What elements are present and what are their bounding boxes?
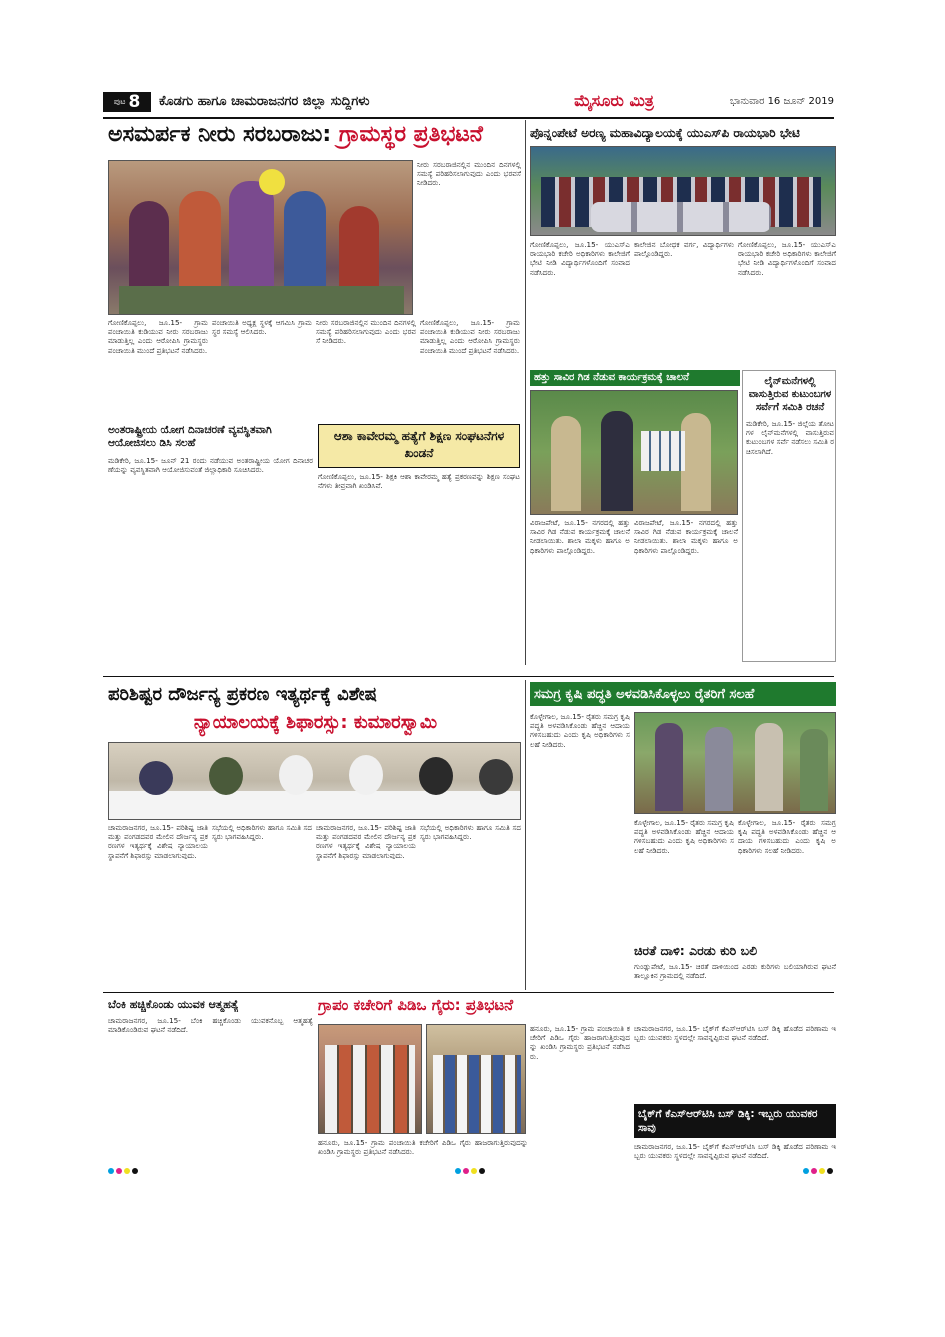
survey-box — [742, 370, 836, 662]
accident-headline: ಬೈಕ್‌ಗೆ ಕೆಎಸ್‌ಆರ್‌ಟಿಸಿ ಬಸ್ ಡಿಕ್ಕಿ: ಇಬ್ಬರು ಯುವಕರ ಸಾವು — [638, 1108, 818, 1134]
leopard-headline: ಚಿರತೆ ದಾಳಿ: ಎರಡು ಕುರಿ ಬಲಿ — [634, 943, 758, 958]
asha-headline-box — [318, 424, 520, 468]
masthead — [103, 92, 834, 116]
water-body-col-2: ಪಂಚಾಯಿತಿ ಅಧ್ಯಕ್ಷ ಸ್ಥಳಕ್ಕೆ ಆಗಮಿಸಿ ಗ್ರಾಮಸ್ಥರ ಸಮಸ್ಯೆ ಆಲಿಸಿದರು. — [212, 318, 312, 337]
mid-rule — [103, 676, 834, 677]
trees-headline: ಹತ್ತು ಸಾವಿರ ಗಿಡ ನೆಡುವ ಕಾರ್ಯಕ್ರಮಕ್ಕೆ ಚಾಲನೆ — [534, 372, 690, 383]
accident-body-top: ಚಾಮರಾಜನಗರ, ಜೂ.15- ಬೈಕ್‌ಗೆ ಕೆಎಸ್‌ಆರ್‌ಟಿಸಿ ಬಸ್ ಡಿಕ್ಕಿ ಹೊಡೆದ ಪರಿಣಾಮ ಇಬ್ಬರು ಯುವಕರು ಸ್ಥಳದಲ್ಲೇ ಸಾವನ್ನಪ್ಪಿರುವ ಘಟನೆ ನಡೆದಿದೆ. — [634, 1024, 836, 1043]
survey-body: ಮಡಿಕೇರಿ, ಜೂ.15- ಜಿಲ್ಲೆಯ ತೋಟಗಳ ಲೈನ್‌ಮನೆಗಳಲ್ಲಿ ವಾಸುತ್ತಿರುವ ಕುಟುಂಬಗಳ ಸರ್ವೆ ನಡೆಸಲು ಸಮಿತಿ ರಚಿಸಲಾಗಿದೆ. — [746, 419, 834, 456]
accident-headline-box — [634, 1104, 836, 1138]
agri-headline: ಸಮಗ್ರ ಕೃಷಿ ಪದ್ಧತಿ ಅಳವಡಿಸಿಕೊಳ್ಳಲು ರೈತರಿಗೆ ಸಲಹೆ — [534, 687, 755, 702]
water-body-col-3: ನೀರು ಸರಬರಾಜಿನಲ್ಲಿನ ಮುಂದಿನ ದಿನಗಳಲ್ಲಿ ಸಮಸ್ಯೆ ಪರಿಹರಿಸಲಾಗುವುದು ಎಂದು ಭರವಸೆ ನೀಡಿದರು. — [417, 160, 521, 188]
registration-dot — [803, 1168, 809, 1174]
usp-body-col-3: ಗೋಣಿಕೊಪ್ಪಲು, ಜೂ.15- ಯುಎಸ್‌ಎ ರಾಯಭಾರಿ ಕಚೇರಿ ಅಧಿಕಾರಿಗಳು ಕಾಲೇಜಿಗೆ ಭೇಟಿ ನೀಡಿ ವಿದ್ಯಾರ್ಥಿಗಳೊಂದಿಗೆ ಸಂವಾದ ನಡೆಸಿದರು. — [738, 240, 836, 277]
registration-dot — [811, 1168, 817, 1174]
water-headline — [108, 122, 520, 150]
tree-planting-photo — [530, 390, 738, 515]
registration-dot — [819, 1168, 825, 1174]
usp-visit-photo — [530, 146, 836, 236]
pdo-crowd-photo — [426, 1024, 526, 1134]
paper-name: ಮೈಸೂರು ಮಿತ್ರ — [574, 91, 654, 110]
trees-body-col-2: ವಿರಾಜಪೇಟೆ, ಜೂ.15- ನಗರದಲ್ಲಿ ಹತ್ತು ಸಾವಿರ ಗಿಡ ನೆಡುವ ಕಾರ್ಯಕ್ರಮಕ್ಕೆ ಚಾಲನೆ ನೀಡಲಾಯಿತು. ಶಾಲಾ ಮಕ್ಕಳು ಹಾಗೂ ಅಧಿಕಾರಿಗಳು ಪಾಲ್ಗೊಂಡಿದ್ದರು. — [634, 518, 738, 555]
section-title: ಕೊಡಗು ಹಾಗೂ ಚಾಮರಾಜನಗರ ಜಿಲ್ಲಾ ಸುದ್ದಿಗಳು — [159, 94, 370, 109]
judicial-headline-1: ಪರಿಶಿಷ್ಟರ ದೌರ್ಜನ್ಯ ಪ್ರಕರಣ ಇತ್ಯರ್ಥಕ್ಕೆ ವಿಶೇಷ — [108, 684, 377, 705]
agri-body-col-1: ಕೊಳ್ಳೇಗಾಲ, ಜೂ.15- ರೈತರು ಸಮಗ್ರ ಕೃಷಿ ಪದ್ಧತಿ ಅಳವಡಿಸಿಕೊಂಡು ಹೆಚ್ಚಿನ ಆದಾಯ ಗಳಿಸಬಹುದು ಎಂದು ಕೃಷಿ ಅಧಿಕಾರಿಗಳು ಸಲಹೆ ನೀಡಿದರು. — [530, 712, 630, 749]
leopard-body: ಗುಂಡ್ಲುಪೇಟೆ, ಜೂ.15- ಚಿರತೆ ದಾಳಿಯಿಂದ ಎರಡು ಕುರಿಗಳು ಬಲಿಯಾಗಿರುವ ಘಟನೆ ತಾಲ್ಲೂಕಿನ ಗ್ರಾಮದಲ್ಲಿ ನಡೆದಿದೆ. — [634, 962, 836, 981]
water-body-col-2b: ನೀರು ಸರಬರಾಜಿನಲ್ಲಿನ ಮುಂದಿನ ದಿನಗಳಲ್ಲಿ ಸಮಸ್ಯೆ ಪರಿಹರಿಸಲಾಗುವುದು ಎಂದು ಭರವಸೆ ನೀಡಿದರು. — [316, 318, 416, 346]
yoga-body-col-1: ಮಡಿಕೇರಿ, ಜೂ.15- ಜೂನ್ 21 ರಂದು ನಡೆಯುವ ಅಂತರಾಷ್ಟ್ರೀಯ ಯೋಗ ದಿನಾಚರಣೆಯನ್ನು ವ್ಯವಸ್ಥಿತವಾಗಿ ಆಯೋಜಿಸುವಂತೆ ಜಿಲ್ಲಾಧಿಕಾರಿ ಸೂಚಿಸಿದರು. — [108, 456, 313, 475]
pdo-body-col-1: ಹನೂರು, ಜೂ.15- ಗ್ರಾಮ ಪಂಚಾಯಿತಿ ಕಚೇರಿಗೆ ಪಿಡಿಒ ಗೈರು ಹಾಜರಾಗುತ್ತಿರುವುದನ್ನು ಖಂಡಿಸಿ ಗ್ರಾಮಸ್ಥರು ಪ್ರತಿಭಟನೆ ನಡೆಸಿದರು. — [318, 1138, 528, 1157]
registration-dot — [471, 1168, 477, 1174]
asha-body: ಗೋಣಿಕೊಪ್ಪಲು, ಜೂ.15- ಶಿಕ್ಷಕಿ ಆಶಾ ಕಾವೇರಮ್ಮ ಹತ್ಯೆ ಪ್ರಕರಣವನ್ನು ಶಿಕ್ಷಣ ಸಂಘಟನೆಗಳು ತೀವ್ರವಾಗಿ ಖಂಡಿಸಿವೆ. — [318, 472, 520, 491]
water-body-col-4: ಗೋಣಿಕೊಪ್ಪಲು, ಜೂ.15- ಗ್ರಾಮ ಪಂಚಾಯಿತಿ ಕುಡಿಯುವ ನೀರು ಸರಬರಾಜು ಮಾಡುತ್ತಿಲ್ಲ ಎಂದು ಆರೋಪಿಸಿ ಗ್ರಾಮಸ್ಥರು ಪಂಚಾಯಿತಿ ಮುಂದೆ ಪ್ರತಿಭಟನೆ ನಡೆಸಿದರು. — [420, 318, 520, 355]
page-number: 8 — [128, 92, 141, 112]
water-headline-b: ಗ್ರಾಮಸ್ಥರ ಪ್ರತಿಭಟನೆ — [338, 122, 483, 147]
judicial-body-col-1: ಚಾಮರಾಜನಗರ, ಜೂ.15- ಪರಿಶಿಷ್ಟ ಜಾತಿ ಮತ್ತು ಪಂಗಡದವರ ಮೇಲಿನ ದೌರ್ಜನ್ಯ ಪ್ರಕರಣಗಳ ಇತ್ಯರ್ಥಕ್ಕೆ ವಿಶೇಷ ನ್ಯಾಯಾಲಯ ಸ್ಥಾಪನೆಗೆ ಶಿಫಾರಸ್ಸು ಮಾಡಲಾಗುವುದು. — [108, 823, 208, 860]
pdo-protest-photo — [318, 1024, 422, 1134]
column-divider-2 — [525, 680, 526, 990]
usp-body-col-2: ಕಾಲೇಜಿನ ಬೋಧಕ ವರ್ಗ, ವಿದ್ಯಾರ್ಥಿಗಳು ಪಾಲ್ಗೊಂಡಿದ್ದರು. — [634, 240, 734, 259]
pdo-headline: ಗ್ರಾಪಂ ಕಚೇರಿಗೆ ಪಿಡಿಒ ಗೈರು: ಪ್ರತಿಭಟನೆ — [318, 996, 514, 1014]
judicial-headline-2: ನ್ಯಾಯಾಲಯಕ್ಕೆ ಶಿಫಾರಸ್ಸು: ಕುಮಾರಸ್ವಾಮಿ — [193, 712, 438, 733]
judicial-body-col-4: ಸಭೆಯಲ್ಲಿ ಅಧಿಕಾರಿಗಳು ಹಾಗೂ ಸಮಿತಿ ಸದಸ್ಯರು ಭಾಗವಹಿಸಿದ್ದರು. — [420, 823, 521, 842]
pdo-body-col-2: ಹನೂರು, ಜೂ.15- ಗ್ರಾಮ ಪಂಚಾಯಿತಿ ಕಚೇರಿಗೆ ಪಿಡಿಒ ಗೈರು ಹಾಜರಾಗುತ್ತಿರುವುದನ್ನು ಖಂಡಿಸಿ ಗ್ರಾಮಸ್ಥರು ಪ್ರತಿಭಟನೆ ನಡೆಸಿದರು. — [530, 1024, 630, 1061]
registration-dot — [479, 1168, 485, 1174]
trees-body-col-1: ವಿರಾಜಪೇಟೆ, ಜೂ.15- ನಗರದಲ್ಲಿ ಹತ್ತು ಸಾವಿರ ಗಿಡ ನೆಡುವ ಕಾರ್ಯಕ್ರಮಕ್ಕೆ ಚಾಲನೆ ನೀಡಲಾಯಿತು. ಶಾಲಾ ಮಕ್ಕಳು ಹಾಗೂ ಅಧಿಕಾರಿಗಳು ಪಾಲ್ಗೊಂಡಿದ್ದರು. — [530, 518, 630, 555]
suicide-headline: ಬೆಂಕಿ ಹಚ್ಚಿಕೊಂಡು ಯುವಕ ಆತ್ಮಹತ್ಯೆ — [108, 998, 239, 1011]
judicial-body-col-2: ಸಭೆಯಲ್ಲಿ ಅಧಿಕಾರಿಗಳು ಹಾಗೂ ಸಮಿತಿ ಸದಸ್ಯರು ಭಾಗವಹಿಸಿದ್ದರು. — [212, 823, 312, 842]
page-number-box — [103, 92, 151, 112]
registration-dot — [455, 1168, 461, 1174]
registration-dot — [463, 1168, 469, 1174]
agri-field-photo — [634, 712, 836, 814]
water-body-col-1: ಗೋಣಿಕೊಪ್ಪಲು, ಜೂ.15- ಗ್ರಾಮ ಪಂಚಾಯಿತಿ ಕುಡಿಯುವ ನೀರು ಸರಬರಾಜು ಮಾಡುತ್ತಿಲ್ಲ ಎಂದು ಆರೋಪಿಸಿ ಗ್ರಾಮಸ್ಥರು ಪಂಚಾಯಿತಿ ಮುಂದೆ ಪ್ರತಿಭಟನೆ ನಡೆಸಿದರು. — [108, 318, 208, 355]
judicial-meeting-photo — [108, 742, 521, 820]
judicial-body-col-3: ಚಾಮರಾಜನಗರ, ಜೂ.15- ಪರಿಶಿಷ್ಟ ಜಾತಿ ಮತ್ತು ಪಂಗಡದವರ ಮೇಲಿನ ದೌರ್ಜನ್ಯ ಪ್ರಕರಣಗಳ ಇತ್ಯರ್ಥಕ್ಕೆ ವಿಶೇಷ ನ್ಯಾಯಾಲಯ ಸ್ಥಾಪನೆಗೆ ಶಿಫಾರಸ್ಸು ಮಾಡಲಾಗುವುದು. — [316, 823, 416, 860]
water-headline-a: ಅಸಮರ್ಪಕ ನೀರು ಸರಬರಾಜು: — [108, 122, 339, 147]
usp-body-col-1: ಗೋಣಿಕೊಪ್ಪಲು, ಜೂ.15- ಯುಎಸ್‌ಎ ರಾಯಭಾರಿ ಕಚೇರಿ ಅಧಿಕಾರಿಗಳು ಕಾಲೇಜಿಗೆ ಭೇಟಿ ನೀಡಿ ವಿದ್ಯಾರ್ಥಿಗಳೊಂದಿಗೆ ಸಂವಾದ ನಡೆಸಿದರು. — [530, 240, 630, 277]
issue-date: ಭಾನುವಾರ 16 ಜೂನ್ 2019 — [730, 96, 834, 107]
trees-headline-bar — [530, 370, 740, 386]
yoga-headline: ಅಂತರಾಷ್ಟ್ರೀಯ ಯೋಗ ದಿನಾಚರಣೆ ವ್ಯವಸ್ಥಿತವಾಗಿ ಆಯೋಜಿಸಲು ಡಿಸಿ ಸಲಹೆ — [108, 424, 272, 449]
accident-body: ಚಾಮರಾಜನಗರ, ಜೂ.15- ಬೈಕ್‌ಗೆ ಕೆಎಸ್‌ಆರ್‌ಟಿಸಿ ಬಸ್ ಡಿಕ್ಕಿ ಹೊಡೆದ ಪರಿಣಾಮ ಇಬ್ಬರು ಯುವಕರು ಸ್ಥಳದಲ್ಲೇ ಸಾವನ್ನಪ್ಪಿರುವ ಘಟನೆ ನಡೆದಿದೆ. — [634, 1142, 836, 1161]
survey-headline: ಲೈನ್‌ಮನೆಗಳಲ್ಲಿ ವಾಸುತ್ತಿರುವ ಕುಟುಂಬಗಳ ಸರ್ವೆಗೆ ಸಮಿತಿ ರಚನೆ — [748, 376, 832, 413]
usp-headline: ಪೊನ್ನಂಪೇಟೆ ಅರಣ್ಯ ಮಹಾವಿದ್ಯಾಲಯಕ್ಕೆ ಯುಎಸ್‌ಪಿ ರಾಯಭಾರಿ ಭೇಟಿ — [530, 126, 800, 140]
suicide-body: ಚಾಮರಾಜನಗರ, ಜೂ.15- ಬೆಂಕಿ ಹಚ್ಚಿಕೊಂಡು ಯುವಕನೊಬ್ಬ ಆತ್ಮಹತ್ಯೆ ಮಾಡಿಕೊಂಡಿರುವ ಘಟನೆ ನಡೆದಿದೆ. — [108, 1016, 313, 1035]
registration-dot — [132, 1168, 138, 1174]
water-protest-photo — [108, 160, 413, 315]
lower-rule — [103, 992, 834, 993]
registration-dot — [116, 1168, 122, 1174]
registration-dot — [108, 1168, 114, 1174]
agri-body-col-3: ಕೊಳ್ಳೇಗಾಲ, ಜೂ.15- ರೈತರು ಸಮಗ್ರ ಕೃಷಿ ಪದ್ಧತಿ ಅಳವಡಿಸಿಕೊಂಡು ಹೆಚ್ಚಿನ ಆದಾಯ ಗಳಿಸಬಹುದು ಎಂದು ಕೃಷಿ ಅಧಿಕಾರಿಗಳು ಸಲಹೆ ನೀಡಿದರು. — [738, 818, 836, 855]
masthead-rule — [103, 117, 834, 119]
registration-dot — [124, 1168, 130, 1174]
asha-headline: ಆಶಾ ಕಾವೇರಮ್ಮ ಹತ್ಯೆಗೆ ಶಿಕ್ಷಣ ಸಂಘಟನೆಗಳ ಖಂಡನೆ — [333, 429, 505, 460]
agri-headline-bar — [530, 682, 836, 706]
column-divider — [525, 120, 526, 665]
registration-dot — [827, 1168, 833, 1174]
agri-body-col-2: ಕೊಳ್ಳೇಗಾಲ, ಜೂ.15- ರೈತರು ಸಮಗ್ರ ಕೃಷಿ ಪದ್ಧತಿ ಅಳವಡಿಸಿಕೊಂಡು ಹೆಚ್ಚಿನ ಆದಾಯ ಗಳಿಸಬಹುದು ಎಂದು ಕೃಷಿ ಅಧಿಕಾರಿಗಳು ಸಲಹೆ ನೀಡಿದರು. — [634, 818, 734, 855]
page-prefix: ಪುಟ — [113, 97, 126, 106]
